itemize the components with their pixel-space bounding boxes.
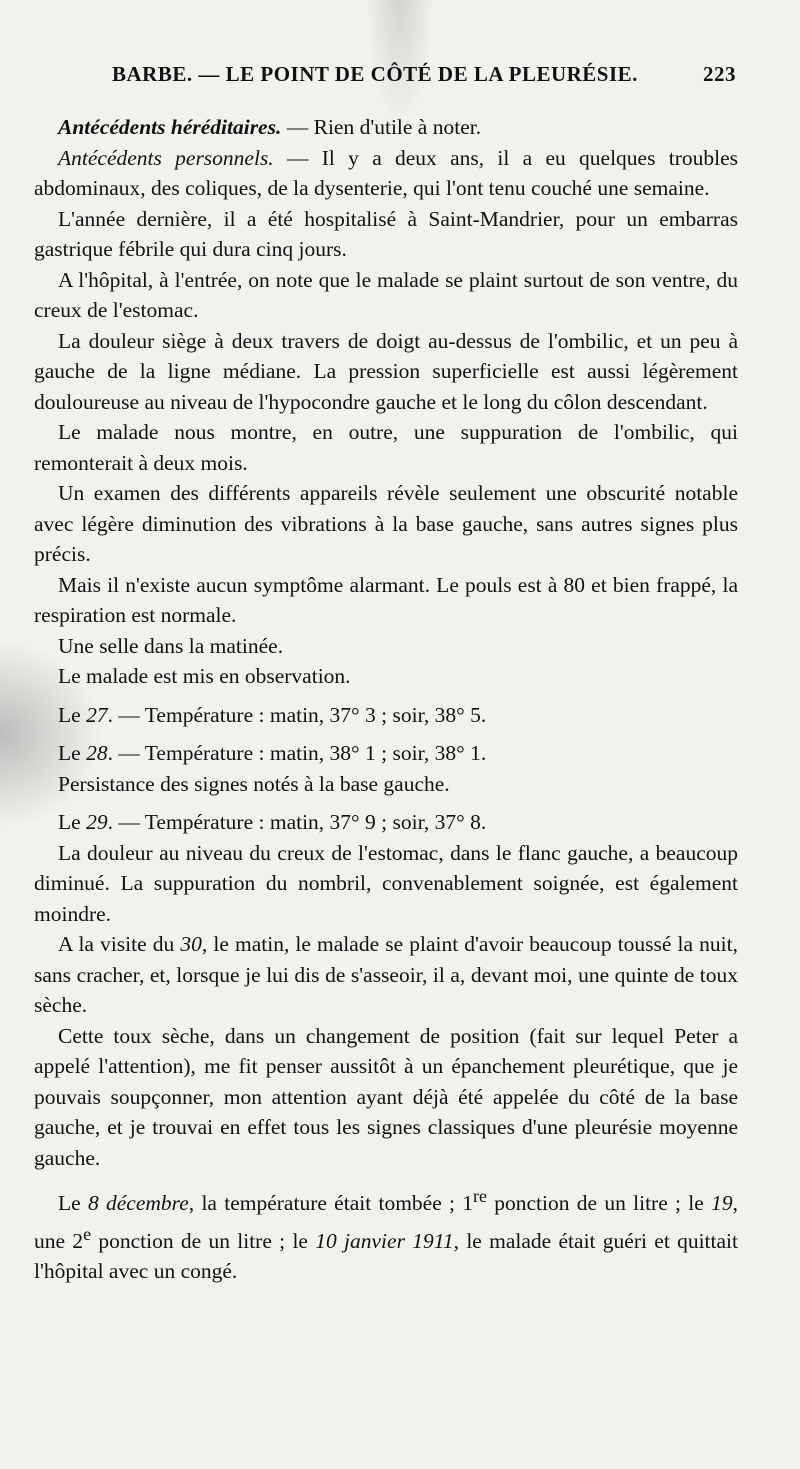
section-label-hereditary: Antécédents héréditaires. <box>58 115 282 139</box>
section-label-personal: Antécédents personnels. <box>58 145 274 170</box>
paragraph-day-27: Le 27. — Température : matin, 37° 3 ; soir, 38° 5. <box>58 702 487 727</box>
paragraph-pain-diminished: La douleur au niveau du creux de l'estomac, dans le flanc gauche, a beaucoup diminué. La suppuration du nombril, convenablement soignée, est également moindre. <box>34 840 738 926</box>
paragraph-stool: Une selle dans la matinée. <box>58 633 284 658</box>
paragraph-personal: Antécédents personnels. — Il y a deux ans, il a eu quelques troubles abdominaux, des coliques, de la dysenterie, qui l'ont tenu couché une semaine. <box>34 145 738 200</box>
paragraph-dry-cough: Cette toux sèche, dans un changement de position (fait sur lequel Peter a appelé l'attention), me fit penser aussitôt à un épanchement pleurétique, que je pouvais soupçonner, mon attention ayant déjà été appelée du côté de la base gauche, et je trouvai en effet tous les signes classiques d'une pleurésie moyenne gauche. <box>34 1023 738 1170</box>
paragraph-suppuration: Le malade nous montre, en outre, une suppuration de l'ombilic, qui remonterait à deux mois. <box>34 420 738 475</box>
paragraph-visit-30: A la visite du 30, le matin, le malade se plaint d'avoir beaucoup toussé la nuit, sans cracher, et, lorsque je lui dis de s'asseoir, il a, devant moi, une quinte de toux sèche. <box>34 932 739 1017</box>
paragraph-last-year: L'année dernière, il a été hospitalisé à Saint-Mandrier, pour un embarras gastrique fébrile qui dura cinq jours. <box>34 206 738 261</box>
paragraph-persistence: Persistance des signes notés à la base gauche. <box>58 771 450 796</box>
paragraph-day-29: Le 29. — Température : matin, 37° 9 ; soir, 37° 8. <box>58 810 487 834</box>
page-number: 223 <box>703 62 736 86</box>
paragraph-pulse: Mais il n'existe aucun symptôme alarmant. Le pouls est à 80 et bien frappé, la respiration est normale. <box>34 572 738 627</box>
body-text <box>34 112 738 1287</box>
paragraph-hospital-entry: A l'hôpital, à l'entrée, on note que le malade se plaint surtout de son ventre, du creux de l'estomac. <box>34 267 738 322</box>
running-header <box>112 62 736 87</box>
paragraph-hereditary: Antécédents héréditaires. — Rien d'utile à noter. <box>58 115 482 139</box>
paragraph-outcome: Le 8 décembre, la température était tombée ; 1re ponction de un litre ; le 19, une 2e ponction de un litre ; le 10 janvier 1911, le malade était guéri et quittait l'hôpital avec un congé. <box>34 1186 738 1284</box>
running-title: BARBE. — LE POINT DE CÔTÉ DE LA PLEURÉSIE. <box>112 62 638 86</box>
paragraph-pain: La douleur siège à deux travers de doigt au-dessus de l'ombilic, et un peu à gauche de la ligne médiane. La pression superficielle est aussi légèrement douloureuse au niveau de l'hypocondre gauche et le long du côlon descendant. <box>34 328 738 414</box>
paragraph-observation: Le malade est mis en observation. <box>58 664 351 688</box>
paragraph-examination: Un examen des différents appareils révèle seulement une obscurité notable avec légère diminution des vibrations à la base gauche, sans autres signes plus précis. <box>34 481 738 566</box>
paragraph-day-28: Le 28. — Température : matin, 38° 1 ; soir, 38° 1. <box>58 741 487 765</box>
